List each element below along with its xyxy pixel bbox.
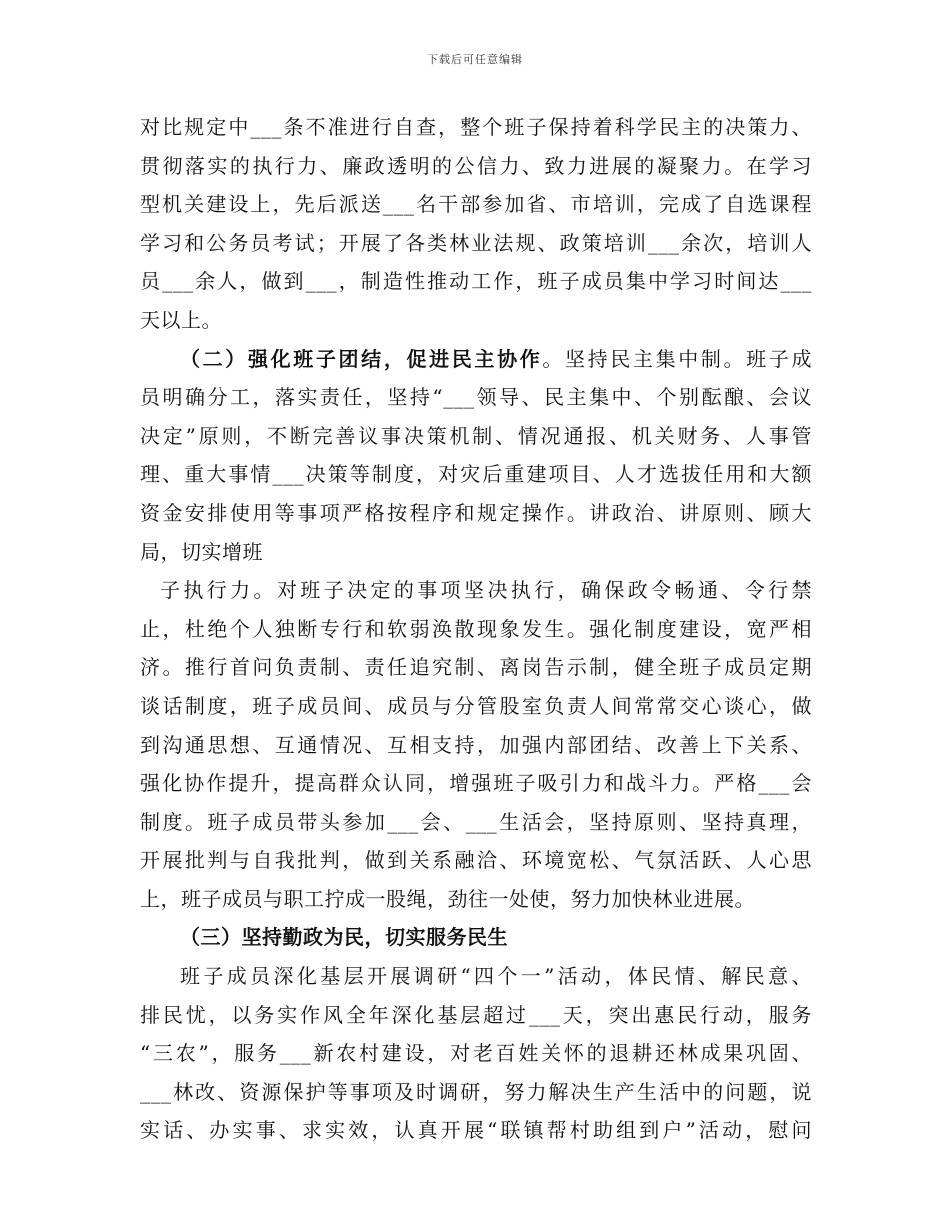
text-line (140, 687, 812, 726)
line-text: 强化协作提升，提高群众认同，增强班子吸引力和战斗力。严格___会 (140, 771, 812, 796)
line-text: 排民忧，以务实作风全年深化基层超过___天，突出惠民行动，服务 (140, 1002, 812, 1027)
text-line (140, 996, 812, 1035)
text-line (140, 1111, 812, 1150)
text-line (140, 764, 812, 803)
section-heading: （三）坚持勤政为民，切实服务民生 (180, 925, 508, 950)
line-text: 制度。班子成员带头参加___会、___生活会，坚持原则、坚持真理， (140, 809, 812, 834)
text-line (140, 957, 812, 996)
text-line (140, 841, 812, 880)
line-text: 贯彻落实的执行力、廉政透明的公信力、致力进展的凝聚力。在学习 (140, 153, 812, 178)
line-text: 资金安排使用等事项严格按程序和规定操作。讲政治、讲原则、顾大 (140, 500, 812, 525)
line-text: 实话、办实事、求实效，认真开展“联镇帮村助组到户”活动，慰问 (140, 1118, 812, 1143)
text-line (140, 262, 812, 301)
line-text: 开展批判与自我批判，做到关系融洽、环境宽松、气氛活跃、人心思 (140, 848, 812, 873)
line-text: 局，切实增班 (140, 539, 263, 564)
line-text: 上，班子成员与职工拧成一股绳，劲往一处使，努力加快林业进展。 (140, 886, 755, 911)
text-line (140, 1034, 812, 1073)
line-text: 子执行力。对班子决定的事项坚决执行，确保政令畅通、令行禁 (160, 578, 812, 603)
text-line (140, 726, 812, 765)
line-text: 止，杜绝个人独断专行和软弱涣散现象发生。强化制度建设，宽严相 (140, 616, 812, 641)
text-line (140, 1073, 812, 1112)
line-text: 到沟通思想、互通情况、互相支持，加强内部团结、改善上下关系、 (140, 732, 812, 757)
line-text: 济。推行首问负责制、责任追究制、离岗告示制，健全班子成员定期 (140, 655, 812, 680)
line-text: 员___余人，做到___，制造性推动工作，班子成员集中学习时间达___ (140, 269, 812, 294)
text-line (140, 880, 812, 919)
text-line (140, 648, 812, 687)
text-line (140, 610, 812, 649)
section-heading: （二）强化班子团结，促进民主协作 (180, 346, 543, 371)
text-line (140, 224, 812, 263)
line-text: 员明确分工，落实责任，坚持“___领导、民主集中、个别酝酿、会议 (140, 385, 812, 410)
line-text: “三农”，服务___新农村建设，对老百姓关怀的退耕还林成果巩固、 (140, 1041, 812, 1066)
line-text: 天以上。 (140, 307, 222, 332)
text-line (140, 147, 812, 186)
text-line (140, 378, 812, 417)
line-text: 班子成员深化基层开展调研“四个一”活动，体民情、解民意、 (180, 964, 812, 989)
text-line (140, 185, 812, 224)
text-line (140, 340, 812, 379)
text-line (140, 533, 812, 572)
text-line (140, 918, 812, 957)
text-line (140, 455, 812, 494)
text-line (140, 494, 812, 533)
line-text: 。坚持民主集中制。班子成 (542, 346, 813, 371)
text-line (140, 803, 812, 842)
line-text: 决定”原则，不断完善议事决策机制、情况通报、机关财务、人事管 (140, 423, 812, 448)
line-text: ___林改、资源保护等事项及时调研，努力解决生产生活中的问题，说 (140, 1079, 812, 1104)
line-text: 学习和公务员考试；开展了各类林业法规、政策培训___余次，培训人 (140, 230, 812, 255)
line-text: 型机关建设上，先后派送___名干部参加省、市培训，完成了自选课程 (140, 192, 812, 217)
page-header-note: 下载后可任意编辑 (427, 53, 523, 66)
line-text: 谈话制度，班子成员间、成员与分管股室负责人间常常交心谈心，做 (140, 693, 812, 718)
line-text: 对比规定中___条不准进行自查，整个班子保持着科学民主的决策力、 (140, 115, 812, 139)
text-line (140, 571, 812, 610)
document-body (140, 108, 812, 1150)
line-text: 理、重大事情___决策等制度，对灾后重建项目、人才选拔任用和大额 (140, 462, 812, 487)
text-line (140, 108, 812, 147)
text-line (140, 417, 812, 456)
text-line (140, 301, 812, 340)
